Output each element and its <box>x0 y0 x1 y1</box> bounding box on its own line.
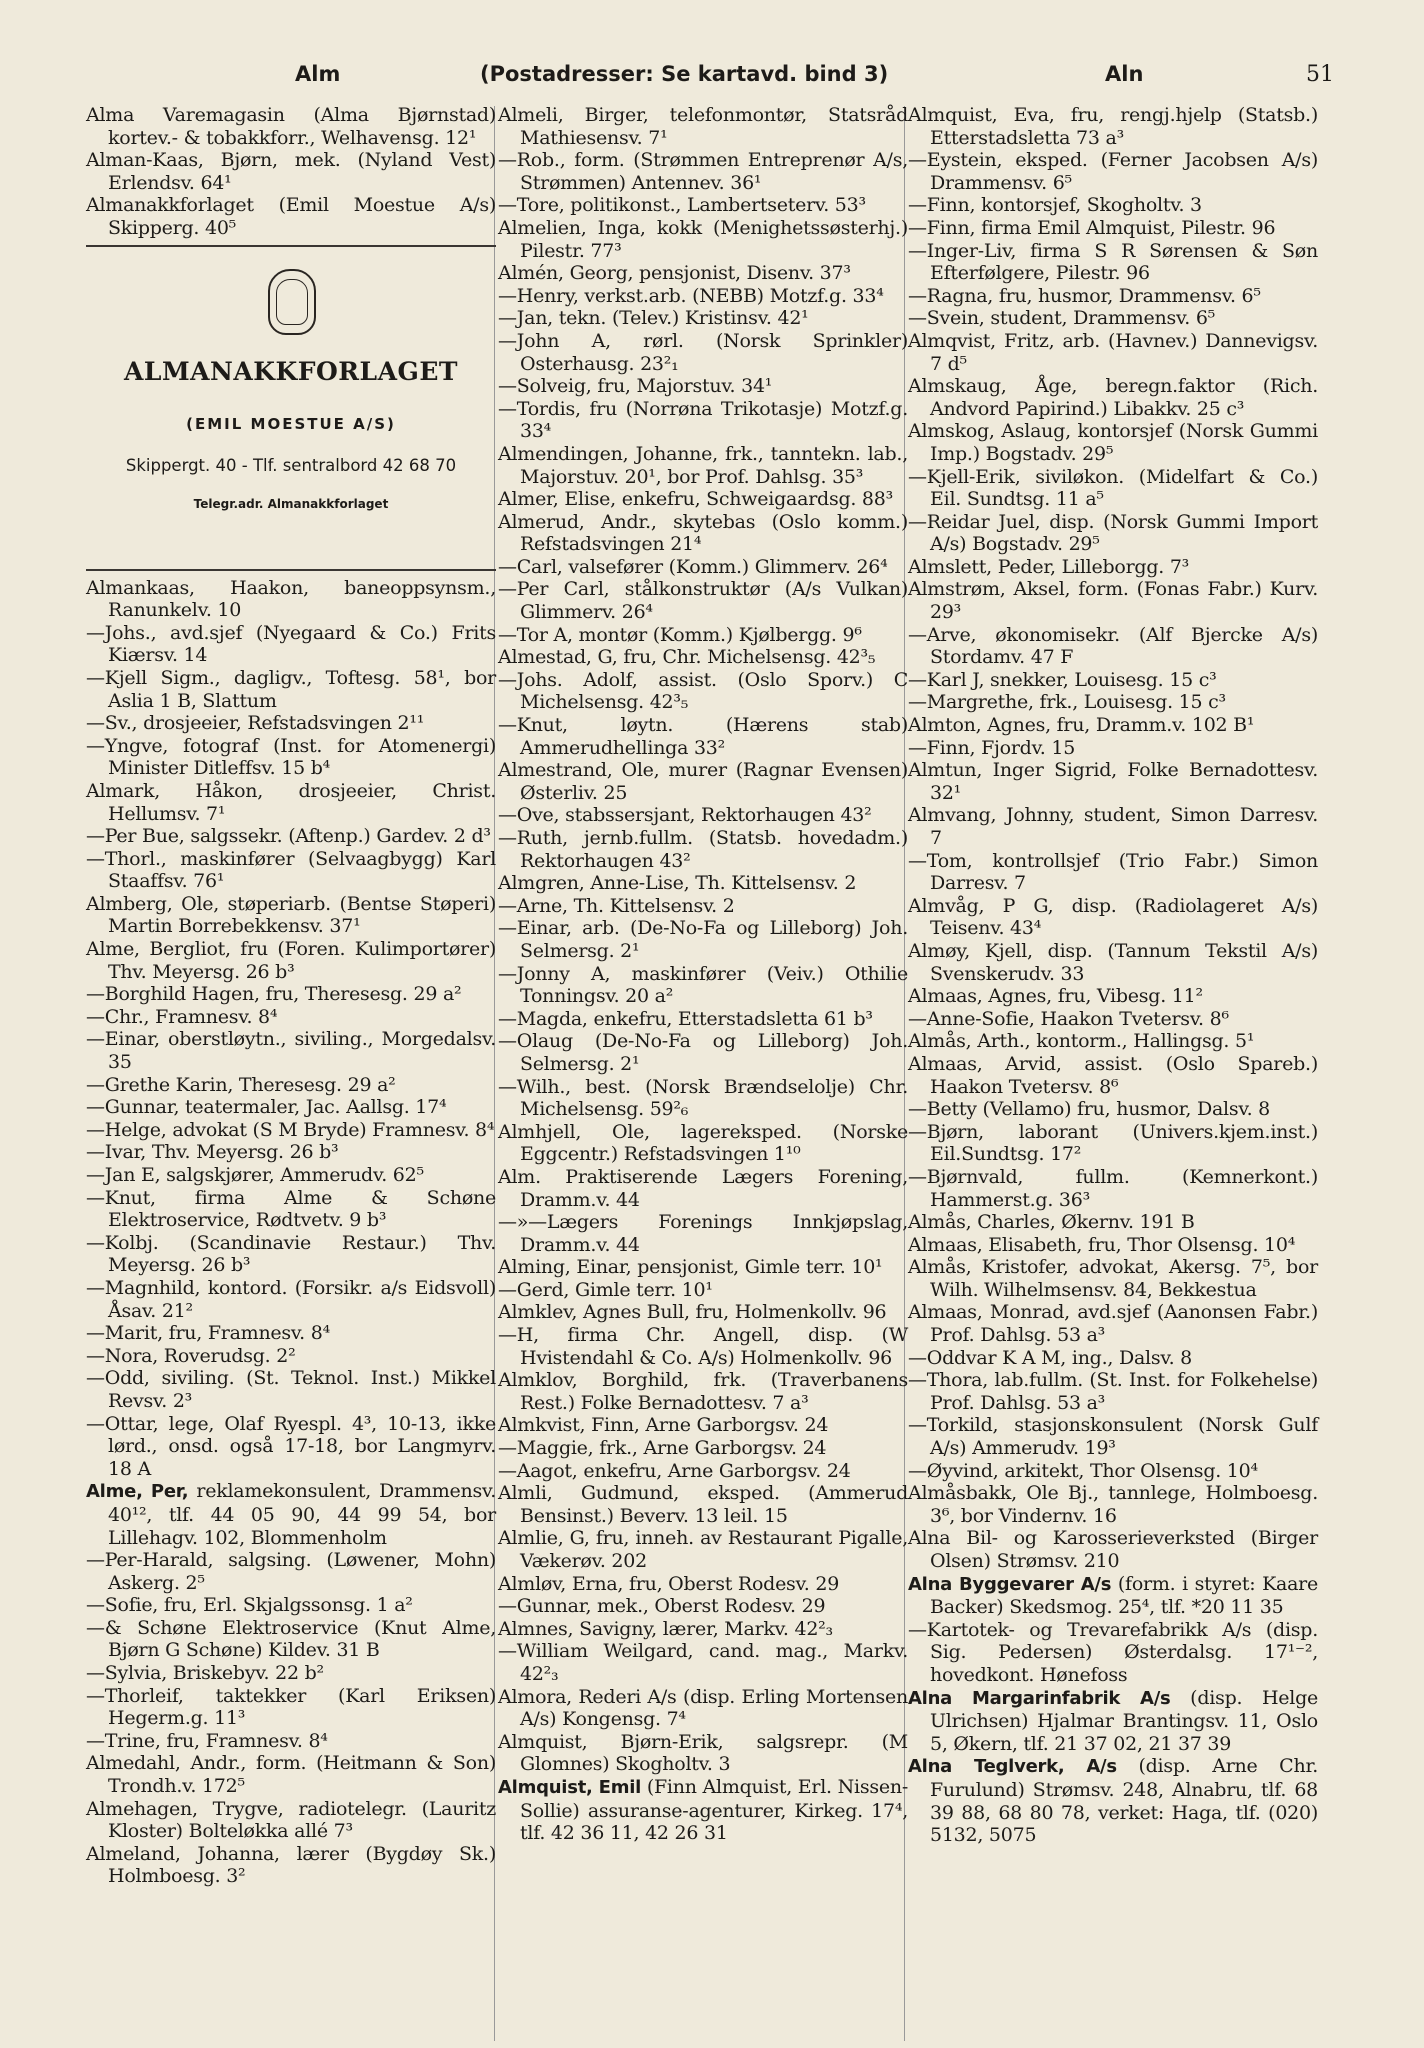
directory-entry <box>498 1211 908 1256</box>
ad-address: Skippergt. 40 - Tlf. sentralbord 42 68 70 <box>125 455 457 475</box>
entry-text: Almgren, Anne-Lise, Th. Kittelsensv. 2 <box>498 872 857 895</box>
entry-text: Almås, Charles, Økernv. 191 B <box>908 1211 1195 1234</box>
entry-text: —Reidar Juel, disp. (Norsk Gummi Import A/s) Bogstadv. 29⁵ <box>908 510 1318 556</box>
column-1-entries <box>86 577 496 1888</box>
directory-entry <box>908 669 1318 692</box>
entry-text: —Einar, arb. (De-No-Fa og Lilleborg) Joh. Selmersg. 2¹ <box>498 917 908 962</box>
directory-entry <box>908 1619 1318 1687</box>
ad-bottom-rule <box>86 569 496 571</box>
directory-entry <box>908 1053 1318 1098</box>
directory-entry <box>498 1076 908 1121</box>
entry-text: Almkvist, Finn, Arne Garborgsv. 24 <box>498 1414 829 1437</box>
directory-entry <box>86 1685 496 1730</box>
directory-entry <box>498 307 908 330</box>
column-1 <box>86 104 496 1888</box>
entry-text: Almvåg, P G, disp. (Radiolageret A/s) Teisenv. 43⁴ <box>908 894 1318 940</box>
almanakk-seal-inner <box>276 279 308 325</box>
directory-entry <box>498 398 908 443</box>
directory-entry <box>908 985 1318 1008</box>
directory-entry <box>908 1527 1318 1572</box>
entry-text: —Finn, Fjordv. 15 <box>908 736 1076 759</box>
entry-text: Almslett, Peder, Lilleborgg. 7³ <box>908 555 1190 578</box>
entry-text: —Kjell-Erik, siviløkon. (Midelfart & Co.) Eil. Sundtsg. 11 a⁵ <box>908 465 1318 511</box>
directory-entry <box>498 1686 908 1731</box>
entry-text: —Jan, tekn. (Telev.) Kristinsv. 42¹ <box>498 307 809 330</box>
entry-text: —Marit, fru, Framnesv. 8⁴ <box>86 1322 330 1345</box>
entry-text: —Ove, stabssersjant, Rektorhaugen 43² <box>498 804 872 827</box>
directory-entry <box>86 1594 496 1617</box>
entry-text: —Carl, valsefører (Komm.) Glimmerv. 26⁴ <box>498 555 888 578</box>
directory-entry <box>498 1640 908 1685</box>
directory-entry <box>86 1752 496 1797</box>
directory-entry <box>86 1798 496 1843</box>
entry-text: —Tordis, fru (Norrøna Trikotasje) Motzf.g. 33⁴ <box>498 397 908 443</box>
directory-entry <box>498 1030 908 1075</box>
directory-entry <box>86 1549 496 1594</box>
entry-text: Almtun, Inger Sigrid, Folke Bernadottesv. 32¹ <box>908 759 1318 804</box>
directory-entry <box>86 149 496 194</box>
entry-text: Almén, Georg, pensjonist, Disenv. 37³ <box>498 262 851 285</box>
entry-text: Almløv, Erna, fru, Oberst Rodesv. 29 <box>498 1572 840 1595</box>
entry-bold-name: Almquist, Emil <box>498 1776 642 1798</box>
entry-text: Almaas, Monrad, avd.sjef (Aanonsen Fabr.) Prof. Dahlsg. 53 a³ <box>908 1301 1318 1347</box>
directory-entry <box>86 848 496 893</box>
entry-text: Alma Varemagasin (Alma Bjørnstad) kortev.- & tobakkforr., Welhavensg. 12¹ <box>86 104 496 149</box>
directory-entry <box>498 1324 908 1369</box>
directory-entry <box>908 691 1318 714</box>
directory-entry <box>498 149 908 194</box>
entry-text: Alming, Einar, pensjonist, Gimle terr. 10¹ <box>498 1256 883 1279</box>
directory-entry <box>86 1345 496 1368</box>
directory-entry <box>908 375 1318 420</box>
entry-text: Almberg, Ole, støperiarb. (Bentse Støperi) Martin Borrebekkensv. 37¹ <box>86 892 496 938</box>
entry-bold-name: Alna Byggevarer A/s <box>908 1573 1112 1595</box>
header-right-word: Aln <box>1105 62 1144 86</box>
directory-entry <box>86 104 496 149</box>
directory-entry <box>86 1730 496 1753</box>
directory-entry <box>498 1482 908 1527</box>
directory-entry <box>908 1301 1318 1346</box>
entry-text: —Per-Harald, salgsing. (Løwener, Mohn) Askerg. 2⁵ <box>86 1549 496 1594</box>
directory-entry <box>498 646 908 669</box>
directory-entry <box>908 804 1318 849</box>
entry-text: —Thorleif, taktekker (Karl Eriksen) Hegerm.g. 11³ <box>86 1684 496 1730</box>
directory-entry <box>86 1662 496 1685</box>
directory-entry <box>908 1234 1318 1257</box>
entry-text: —Kartotek- og Trevarefabrikk A/s (disp. Sig. Pedersen) Østerdalsg. 17¹⁻², hovedkont. Hønefoss <box>908 1618 1318 1686</box>
directory-entry <box>498 1437 908 1460</box>
entry-text: —Arne, Th. Kittelsensv. 2 <box>498 894 735 917</box>
entry-text: —Ivar, Thv. Meyersg. 26 b³ <box>86 1141 339 1164</box>
directory-entry <box>498 1256 908 1279</box>
entry-text: —Jonny A, maskinfører (Veiv.) Othilie Tonningsv. 20 a² <box>498 962 908 1008</box>
directory-entry <box>498 827 908 872</box>
entry-text: Almøy, Kjell, disp. (Tannum Tekstil A/s) Svenskerudv. 33 <box>908 939 1318 985</box>
directory-entry <box>86 893 496 938</box>
directory-entry <box>498 1527 908 1572</box>
directory-entry <box>86 194 496 239</box>
directory-entry <box>908 1347 1318 1370</box>
directory-entry <box>908 759 1318 804</box>
entry-bold-name: Alna Margarinfabrik A/s <box>908 1687 1171 1709</box>
entry-text: Alme, Bergliot, fru (Foren. Kulimportører) Thv. Meyersg. 26 b³ <box>86 938 496 983</box>
directory-entry <box>908 466 1318 511</box>
directory-entry <box>908 1166 1318 1211</box>
directory-entry <box>498 285 908 308</box>
directory-entry <box>908 149 1318 194</box>
directory-entry <box>498 194 908 217</box>
directory-entry <box>498 624 908 647</box>
directory-entry <box>86 983 496 1006</box>
directory-entry <box>86 1617 496 1662</box>
entry-text: —Helge, advokat (S M Bryde) Framnesv. 8⁴ <box>86 1118 495 1141</box>
entry-text: —Gunnar, teatermaler, Jac. Aallsg. 17⁴ <box>86 1096 447 1119</box>
directory-entry <box>498 1369 908 1414</box>
directory-entry <box>498 578 908 623</box>
directory-entry <box>86 1141 496 1164</box>
page-header <box>80 62 1334 96</box>
entry-text: Almeland, Johanna, lærer (Bygdøy Sk.) Holmboesg. 3² <box>86 1842 496 1888</box>
entry-text: Alna Bil- og Karosserieverksted (Birger Olsen) Strømsv. 210 <box>908 1527 1318 1572</box>
entry-bold-name: Alna Teglverk, A/s <box>908 1756 1117 1778</box>
directory-entry <box>498 556 908 579</box>
entry-text: —Magnhild, kontord. (Forsikr. a/s Eidsvoll) Åsav. 21² <box>86 1276 496 1322</box>
entry-text: Almskaug, Åge, beregn.faktor (Rich. Andvord Papirind.) Libakkv. 25 c³ <box>908 375 1318 420</box>
entry-text: Almstrøm, Aksel, form. (Fonas Fabr.) Kurv. 29³ <box>908 578 1318 624</box>
entry-text: —William Weilgard, cand. mag., Markv. 42²₃ <box>498 1640 908 1685</box>
entry-text: Almskog, Aslaug, kontorsjef (Norsk Gummi Imp.) Bogstadv. 29⁵ <box>908 420 1318 465</box>
directory-entry <box>86 1322 496 1345</box>
almanakkforlaget-advertisement <box>86 253 496 571</box>
entry-text: —Knut, firma Alme & Schøne Elektroservice, Rødtvetv. 9 b³ <box>86 1186 496 1232</box>
header-left-word: Alm <box>295 62 341 86</box>
entry-text: —Anne-Sofie, Haakon Tvetersv. 8⁶ <box>908 1007 1229 1030</box>
entry-text: Almanakkforlaget (Emil Moestue A/s) Skipperg. 40⁵ <box>86 194 496 239</box>
entry-text: —Jan E, salgskjører, Ammerudv. 62⁵ <box>86 1164 424 1186</box>
directory-entry <box>498 1595 908 1618</box>
directory-entry <box>498 1776 908 1845</box>
directory-entry <box>498 714 908 759</box>
directory-entry <box>908 1482 1318 1527</box>
directory-entry <box>908 1369 1318 1414</box>
directory-entry <box>498 443 908 488</box>
directory-entry <box>498 1301 908 1324</box>
directory-entry <box>908 307 1318 330</box>
directory-entry <box>86 1187 496 1232</box>
directory-entry <box>498 1460 908 1483</box>
directory-entry <box>908 217 1318 240</box>
entry-text: —Maggie, frk., Arne Garborgsv. 24 <box>498 1437 827 1460</box>
entry-text: —Einar, oberstløytn., siviling., Morgedalsv. 35 <box>86 1028 496 1074</box>
entry-text: —Knut, løytn. (Hærens stab) Ammerudhellinga 33² <box>498 714 908 759</box>
entry-text: —Finn, kontorsjef, Skogholtv. 3 <box>908 194 1202 217</box>
entry-text: —Wilh., best. (Norsk Brændselolje) Chr. Michelsensg. 59²₆ <box>498 1075 908 1121</box>
entry-text: —John A, rørl. (Norsk Sprinkler) Osterhausg. 23²₁ <box>498 329 908 375</box>
entry-text: —Sofie, fru, Erl. Skjalgssonsg. 1 a² <box>86 1594 413 1617</box>
directory-entry <box>86 780 496 825</box>
entry-text: —Per Bue, salgssekr. (Aftenp.) Gardev. 2 d³ <box>86 825 491 848</box>
entry-text: Almerud, Andr., skytebas (Oslo komm.) Refstadsvingen 21⁴ <box>498 510 908 556</box>
entry-text: —Ragna, fru, husmor, Drammensv. 6⁵ <box>908 284 1261 307</box>
directory-entry <box>498 917 908 962</box>
directory-entry <box>908 1030 1318 1053</box>
directory-entry <box>86 1367 496 1412</box>
directory-entry <box>908 1460 1318 1483</box>
directory-entry <box>86 1277 496 1322</box>
directory-entry <box>498 1008 908 1031</box>
entry-text: —Oddvar K A M, ing., Dalsv. 8 <box>908 1346 1192 1369</box>
entry-text: —Chr., Framnesv. 8⁴ <box>86 1005 278 1028</box>
directory-entry <box>498 872 908 895</box>
entry-text: —Rob., form. (Strømmen Entreprenør A/s, Strømmen) Antennev. 36¹ <box>498 149 908 194</box>
directory-entry <box>908 285 1318 308</box>
entry-text: —Yngve, fotograf (Inst. for Atomenergi) Minister Ditleffsv. 15 b⁴ <box>86 734 496 780</box>
directory-entry <box>498 262 908 285</box>
entry-text: —Gunnar, mek., Oberst Rodesv. 29 <box>498 1595 826 1618</box>
entry-text: —Karl J, snekker, Louisesg. 15 c³ <box>908 668 1217 691</box>
directory-entry <box>498 1121 908 1166</box>
directory-entry <box>86 667 496 712</box>
column-1-top-entries <box>86 104 496 240</box>
directory-entry <box>908 578 1318 623</box>
directory-entry <box>86 735 496 780</box>
directory-entry <box>908 330 1318 375</box>
directory-entry <box>498 375 908 398</box>
entry-text: —Finn, firma Emil Almquist, Pilestr. 96 <box>908 216 1276 239</box>
entry-text: —Magda, enkefru, Etterstadsletta 61 b³ <box>498 1007 873 1030</box>
directory-entry <box>498 1618 908 1641</box>
entry-text: —Margrethe, frk., Louisesg. 15 c³ <box>908 691 1226 714</box>
entry-text: —Grethe Karin, Theresesg. 29 a² <box>86 1073 396 1096</box>
entry-text: —Johs., avd.sjef (Nyegaard & Co.) Frits Kiærsv. 14 <box>86 621 496 667</box>
entry-text: —Odd, siviling. (St. Teknol. Inst.) Mikkel Revsv. 2³ <box>86 1367 496 1412</box>
entry-text: —Solveig, fru, Majorstuv. 34¹ <box>498 375 773 398</box>
entry-bold-name: Alme, Per, <box>86 1481 189 1503</box>
entry-text: Almvang, Johnny, student, Simon Darresv. 7 <box>908 804 1318 849</box>
directory-entry <box>498 488 908 511</box>
directory-entry <box>908 895 1318 940</box>
entry-text: (disp. Helge Ulrichsen) Hjalmar Brantingsv. 11, Oslo 5, Økern, tlf. 21 37 02, 21 37 39 <box>930 1686 1318 1755</box>
directory-entry <box>908 1573 1318 1619</box>
entry-text: —Inger-Liv, firma S R Sørensen & Søn Efterfølgere, Pilestr. 96 <box>908 239 1318 285</box>
directory-entry <box>908 511 1318 556</box>
directory-entry <box>908 556 1318 579</box>
column-3 <box>908 104 1318 1847</box>
column-2-entries <box>498 104 908 1845</box>
directory-entry <box>498 759 908 804</box>
directory-entry <box>908 1687 1318 1756</box>
entry-text: Almehagen, Trygve, radiotelegr. (Lauritz Kloster) Bolteløkka allé 7³ <box>86 1797 496 1843</box>
entry-text: —Johs. Adolf, assist. (Oslo Sporv.) C Michelsensg. 42³₅ <box>498 668 908 714</box>
entry-text: Almora, Rederi A/s (disp. Erling Mortensen A/s) Kongensg. 7⁴ <box>498 1685 908 1731</box>
entry-text: Almaas, Arvid, assist. (Oslo Spareb.) Haakon Tvetersv. 8⁶ <box>908 1052 1318 1098</box>
directory-entry <box>86 1096 496 1119</box>
entry-text: —Aagot, enkefru, Arne Garborgsv. 24 <box>498 1459 851 1482</box>
entry-text: Almås, Kristofer, advokat, Akersg. 7⁵, bor Wilh. Wilhelmsensv. 84, Bekkestua <box>908 1256 1318 1301</box>
entry-text: Almnes, Savigny, lærer, Markv. 42²₃ <box>498 1617 833 1640</box>
directory-entry <box>908 1211 1318 1234</box>
directory-entry <box>86 1006 496 1029</box>
entry-text: —Kolbj. (Scandinavie Restaur.) Thv. Meyersg. 26 b³ <box>86 1231 496 1277</box>
entry-text: —Eystein, eksped. (Ferner Jacobsen A/s) Drammensv. 6⁵ <box>908 149 1318 194</box>
header-center-note: (Postadresser: Se kartavd. bind 3) <box>480 62 889 86</box>
entry-text: —Gerd, Gimle terr. 10¹ <box>498 1278 713 1301</box>
directory-entry <box>908 1755 1318 1846</box>
directory-entry <box>86 825 496 848</box>
ad-telegram-address: Telegr.adr. Almanakkforlaget <box>193 496 389 511</box>
entry-text: Almås, Arth., kontorm., Hallingsg. 5¹ <box>908 1030 1255 1053</box>
entry-text: —Sylvia, Briskebyv. 22 b² <box>86 1662 324 1685</box>
directory-entry <box>908 240 1318 285</box>
directory-entry <box>498 1166 908 1211</box>
directory-entry <box>908 624 1318 669</box>
entry-text: —Bjørn, laborant (Univers.kjem.inst.) Eil.Sundtsg. 17² <box>908 1120 1318 1166</box>
entry-text: —Ottar, lege, Olaf Ryespl. 4³, 10-13, ikke lørd., onsd. også 17-18, bor Langmyrv. 18 A <box>86 1412 496 1480</box>
directory-entry <box>86 1480 496 1549</box>
entry-text: —Torkild, stasjonskonsulent (Norsk Gulf A/s) Ammerudv. 19³ <box>908 1414 1318 1460</box>
directory-entry <box>908 420 1318 465</box>
directory-entry <box>86 1413 496 1481</box>
entry-text: —Trine, fru, Framnesv. 8⁴ <box>86 1729 328 1752</box>
directory-entry <box>908 1121 1318 1166</box>
entry-text: —& Schøne Elektroservice (Knut Alme, Bjørn G Schøne) Kildev. 31 B <box>86 1616 496 1662</box>
almanakk-seal-icon <box>268 269 316 335</box>
directory-entry <box>908 1008 1318 1031</box>
directory-entry <box>86 938 496 983</box>
directory-entry <box>498 1414 908 1437</box>
directory-entry <box>86 1119 496 1142</box>
entry-text: Almestrand, Ole, murer (Ragnar Evensen) Østerliv. 25 <box>498 759 908 804</box>
entry-text: (disp. Arne Chr. Furulund) Strømsv. 248, Alnabru, tlf. 68 39 88, 68 80 78, verket: Haga, tlf. (020) 5132, 5075 <box>930 1755 1318 1847</box>
entry-text: —Arve, økonomisekr. (Alf Bjercke A/s) Stordamv. 47 F <box>908 623 1318 669</box>
entry-text: Almhjell, Ole, lagereksped. (Norske Eggcentr.) Refstadsvingen 1¹⁰ <box>498 1120 908 1166</box>
ad-company-name: ALMANAKKFORLAGET <box>123 356 459 386</box>
directory-entry <box>908 1414 1318 1459</box>
entry-text: reklamekonsulent, Drammensv. 40¹², tlf. 44 05 90, 44 99 54, bor Lillehagv. 102, Blommenholm <box>108 1480 497 1549</box>
directory-entry <box>86 577 496 622</box>
directory-entry <box>86 1232 496 1277</box>
entry-text: —Sv., drosjeeier, Refstadsvingen 2¹¹ <box>86 712 425 735</box>
directory-entry <box>86 1164 496 1187</box>
entry-text: Almklov, Borghild, frk. (Traverbanens Rest.) Folke Bernadottesv. 7 a³ <box>498 1369 908 1414</box>
directory-entry <box>86 712 496 735</box>
entry-text: Almaas, Agnes, fru, Vibesg. 11² <box>908 985 1203 1008</box>
entry-text: Almendingen, Johanne, frk., tanntekn. lab., Majorstuv. 20¹, bor Prof. Dahlsg. 35³ <box>498 442 908 488</box>
entry-text: Almark, Håkon, drosjeeier, Christ. Hellumsv. 7¹ <box>86 779 496 825</box>
entry-text: Almlie, G, fru, inneh. av Restaurant Pigalle, Vækerøv. 202 <box>498 1527 908 1572</box>
directory-entry <box>908 850 1318 895</box>
directory-entry <box>86 1843 496 1888</box>
directory-entry <box>86 622 496 667</box>
directory-entry <box>498 895 908 918</box>
entry-text: —Borghild Hagen, fru, Theresesg. 29 a² <box>86 983 462 1006</box>
directory-entry <box>498 217 908 262</box>
entry-text: Almåsbakk, Ole Bj., tannlege, Holmboesg. 3⁶, bor Vindernv. 16 <box>908 1482 1318 1527</box>
entry-text: —Per Carl, stålkonstruktør (A/s Vulkan) Glimmerv. 26⁴ <box>498 578 908 624</box>
entry-text: (Finn Almquist, Erl. Nissen-Sollie) assuranse-agenturer, Kirkeg. 17⁴, tlf. 42 36 11, 42 26 31 <box>520 1775 908 1845</box>
entry-text: —Henry, verkst.arb. (NEBB) Motzf.g. 33⁴ <box>498 284 884 307</box>
entry-text: —Ruth, jernb.fullm. (Statsb. hovedadm.) Rektorhaugen 43² <box>498 827 908 872</box>
entry-text: Alm. Praktiserende Lægers Forening, Dramm.v. 44 <box>498 1165 908 1211</box>
directory-entry <box>498 330 908 375</box>
directory-entry <box>908 1256 1318 1301</box>
entry-text: —Kjell Sigm., dagligv., Toftesg. 58¹, bor Aslia 1 B, Slattum <box>86 666 496 712</box>
directory-entry <box>908 737 1318 760</box>
column-2 <box>498 104 908 1845</box>
entry-text: Almeli, Birger, telefonmontør, Statsråd Mathiesensv. 7¹ <box>498 104 908 149</box>
entry-text: Almklev, Agnes Bull, fru, Holmenkollv. 96 <box>498 1301 887 1324</box>
entry-text: Alman-Kaas, Bjørn, mek. (Nyland Vest) Erlendsv. 64¹ <box>86 149 496 194</box>
entry-text: —Øyvind, arkitekt, Thor Olsensg. 10⁴ <box>908 1459 1258 1482</box>
entry-text: —H, firma Chr. Angell, disp. (W Hvistendahl & Co. A/s) Holmenkollv. 96 <box>498 1324 908 1369</box>
directory-entry <box>908 940 1318 985</box>
directory-entry <box>498 1573 908 1596</box>
entry-text: —Tom, kontrollsjef (Trio Fabr.) Simon Darresv. 7 <box>908 849 1318 895</box>
directory-entry <box>908 1098 1318 1121</box>
directory-entry <box>498 1279 908 1302</box>
entry-text: —Bjørnvald, fullm. (Kemnerkont.) Hammerst.g. 36³ <box>908 1165 1318 1211</box>
entry-text: —Olaug (De-No-Fa og Lilleborg) Joh. Selmersg. 2¹ <box>498 1030 908 1075</box>
entry-text: Almquist, Bjørn-Erik, salgsrepr. (M Glomnes) Skogholtv. 3 <box>498 1730 908 1776</box>
directory-entry <box>498 669 908 714</box>
entry-text: (form. i styret: Kaare Backer) Skedsmog. 25⁴, tlf. *20 11 35 <box>930 1572 1318 1619</box>
column-3-entries <box>908 104 1318 1847</box>
entry-text: —Thorl., maskinfører (Selvaagbygg) Karl Staaffsv. 76¹ <box>86 847 496 893</box>
entry-text: —Nora, Roverudsg. 2² <box>86 1344 296 1367</box>
ad-top-rule <box>86 245 496 247</box>
entry-text: Almquist, Eva, fru, rengj.hjelp (Statsb.) Etterstadsletta 73 a³ <box>908 104 1318 149</box>
directory-entry <box>86 1028 496 1073</box>
entry-text: Almedahl, Andr., form. (Heitmann & Son) Trondh.v. 172⁵ <box>86 1752 496 1798</box>
directory-entry <box>498 104 908 149</box>
directory-entry <box>498 963 908 1008</box>
entry-text: Almli, Gudmund, eksped. (Ammerud Bensinst.) Beverv. 13 leil. 15 <box>498 1482 908 1527</box>
directory-entry <box>86 1074 496 1097</box>
entry-text: Almaas, Elisabeth, fru, Thor Olsensg. 10⁴ <box>908 1233 1296 1256</box>
entry-text: Almton, Agnes, fru, Dramm.v. 102 B¹ <box>908 714 1255 737</box>
directory-entry <box>908 194 1318 217</box>
directory-entry <box>498 511 908 556</box>
entry-text: —»—Lægers Forenings Innkjøpslag, Dramm.v. 44 <box>498 1211 908 1256</box>
entry-text: Almankaas, Haakon, baneoppsynsm., Ranunkelv. 10 <box>86 576 496 622</box>
directory-entry <box>498 1731 908 1776</box>
entry-text: Almestad, G, fru, Chr. Michelsensg. 42³₅ <box>498 646 876 669</box>
entry-text: —Tor A, montør (Komm.) Kjølbergg. 9⁶ <box>498 623 862 646</box>
entry-text: Almqvist, Fritz, arb. (Havnev.) Dannevigsv. 7 d⁵ <box>908 329 1318 375</box>
page-number: 51 <box>1306 62 1334 87</box>
entry-text: —Betty (Vellamo) fru, husmor, Dalsv. 8 <box>908 1098 1270 1121</box>
ad-subtitle: (EMIL MOESTUE A/S) <box>186 414 396 433</box>
directory-entry <box>498 804 908 827</box>
entry-text: —Tore, politikonst., Lambertseterv. 53³ <box>498 194 866 217</box>
entry-text: Almer, Elise, enkefru, Schweigaardsg. 88³ <box>498 488 893 511</box>
entry-text: —Svein, student, Drammensv. 6⁵ <box>908 307 1216 330</box>
entry-text: Almelien, Inga, kokk (Menighetssøsterhj.) Pilestr. 77³ <box>498 216 908 262</box>
entry-text: —Thora, lab.fullm. (St. Inst. for Folkehelse) Prof. Dahlsg. 53 a³ <box>908 1369 1318 1414</box>
directory-entry <box>908 104 1318 149</box>
directory-entry <box>908 714 1318 737</box>
